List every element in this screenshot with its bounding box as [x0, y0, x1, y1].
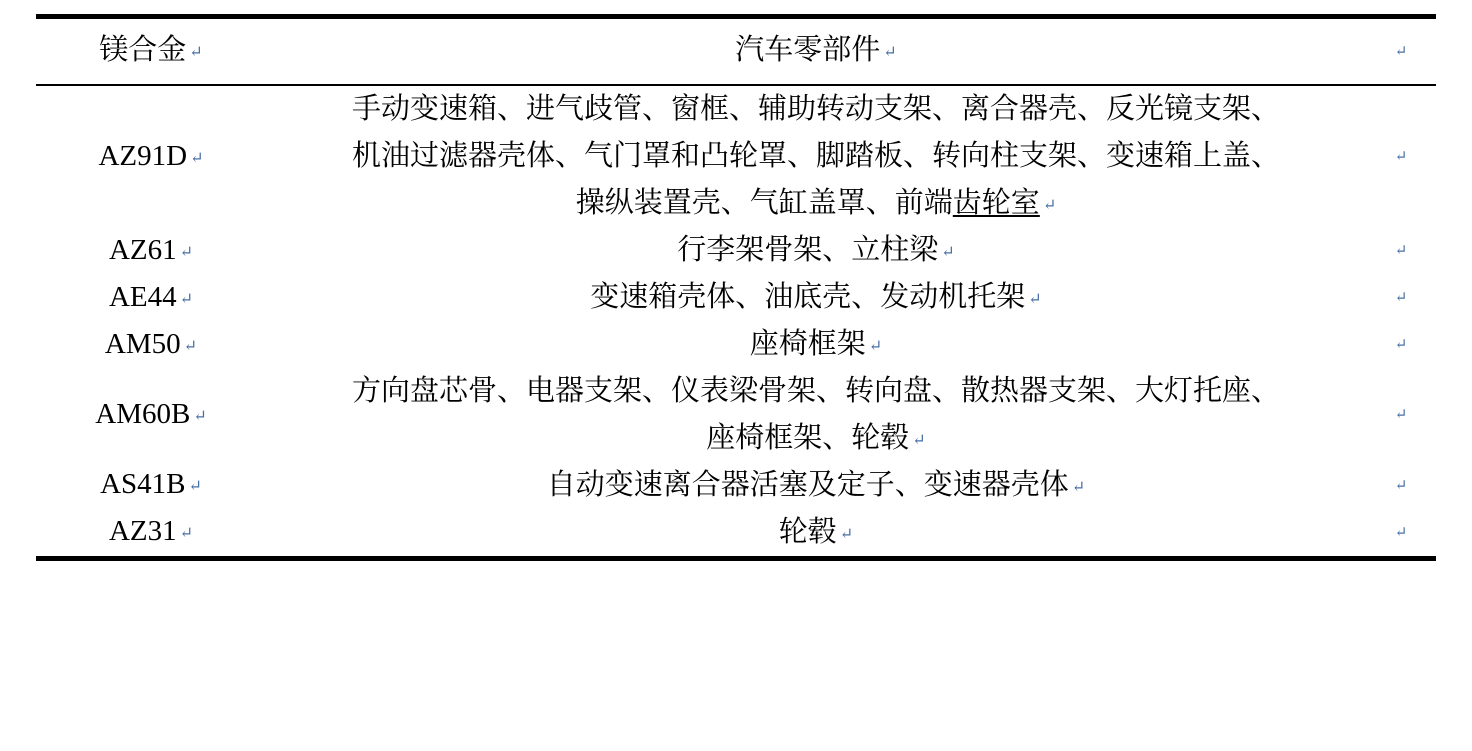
cell-alloy-name	[36, 85, 266, 227]
pilcrow-mark: ↵	[912, 431, 926, 449]
parts-line-text: 轮毂	[778, 515, 837, 548]
table-row	[36, 85, 1436, 227]
parts-line-text: 变速箱壳体、油底壳、发动机托架	[590, 280, 1026, 313]
alloy-label: AS41B	[100, 468, 186, 501]
pilcrow-mark: ↵	[1071, 478, 1086, 496]
parts-line-final	[266, 180, 1366, 227]
parts-line-text: 自动变速离合器活塞及定子、变速器壳体	[546, 468, 1069, 501]
alloy-label: AM60B	[95, 398, 191, 430]
cell-alloy-name	[36, 368, 266, 462]
table-row	[36, 509, 1436, 558]
cell-parts-list	[266, 509, 1366, 558]
table-row	[36, 321, 1436, 368]
parts-line: 机油过滤器壳体、气门罩和凸轮罩、脚踏板、转向柱支架、变速箱上盖、	[351, 139, 1280, 172]
alloy-label: AE44	[108, 280, 177, 313]
row-end-mark: ↵	[1394, 242, 1408, 259]
table-row	[36, 462, 1436, 509]
parts-line	[266, 509, 1366, 556]
cell-alloy-name	[36, 509, 266, 558]
cell-alloy-name	[36, 321, 266, 368]
row-end-mark: ↵	[1394, 148, 1408, 165]
cell-alloy-name	[36, 227, 266, 274]
pilcrow-mark: ↵	[188, 478, 202, 496]
row-end-mark: ↵	[1394, 407, 1408, 424]
pilcrow-mark: ↵	[1028, 290, 1042, 308]
alloy-label: AZ61	[108, 233, 177, 266]
pilcrow-mark: ↵	[183, 337, 198, 355]
parts-line	[266, 321, 1366, 368]
parts-line	[266, 462, 1366, 509]
table-row	[36, 227, 1436, 274]
parts-line-text: 座椅框架	[749, 327, 866, 360]
row-end-mark: ↵	[1366, 509, 1436, 558]
cell-parts-list	[266, 462, 1366, 509]
underlined-term: 齿轮室	[952, 186, 1040, 219]
pilcrow-mark: ↵	[883, 44, 897, 61]
cell-parts-list	[266, 321, 1366, 368]
parts-line: 方向盘芯骨、电器支架、仪表梁骨架、转向盘、散热器支架、大灯托座、	[351, 374, 1280, 407]
parts-line	[266, 227, 1366, 274]
table-header-row	[36, 17, 1436, 85]
pilcrow-mark: ↵	[868, 337, 883, 355]
alloy-label: AM50	[104, 327, 181, 360]
pilcrow-mark: ↵	[179, 290, 194, 308]
cell-parts-list	[266, 227, 1366, 274]
cell-parts-list	[266, 85, 1366, 227]
row-end-mark: ↵	[1394, 289, 1408, 306]
magnesium-alloy-automotive-parts-table	[36, 14, 1436, 561]
table-row	[36, 368, 1436, 462]
parts-line	[266, 274, 1366, 321]
pilcrow-mark: ↵	[189, 43, 203, 61]
header-row-end-mark: ↵	[1366, 17, 1436, 85]
pilcrow-mark: ↵	[1042, 196, 1057, 214]
pilcrow-mark: ↵	[190, 149, 204, 167]
parts-line-text: 座椅框架、轮毂	[706, 421, 910, 454]
parts-line-final	[266, 415, 1366, 462]
row-end-mark: ↵	[1394, 477, 1408, 494]
cell-parts-list	[266, 368, 1366, 462]
cell-parts-list	[266, 274, 1366, 321]
alloy-label: AZ91D	[98, 139, 188, 172]
pilcrow-mark: ↵	[193, 408, 207, 425]
pilcrow-mark: ↵	[941, 243, 955, 261]
parts-line-text: 行李架骨架、立柱梁	[677, 233, 939, 266]
cell-alloy-name	[36, 462, 266, 509]
cell-alloy-name	[36, 274, 266, 321]
pilcrow-mark: ↵	[179, 525, 194, 543]
header-label-alloy: 镁合金	[99, 33, 187, 66]
header-label-parts: 汽车零部件	[735, 34, 881, 66]
row-end-mark: ↵	[1394, 336, 1408, 353]
alloy-label: AZ31	[108, 515, 177, 548]
header-cell-parts	[266, 17, 1366, 85]
table-row	[36, 274, 1436, 321]
pilcrow-mark: ↵	[179, 243, 194, 261]
parts-line: 手动变速箱、进气歧管、窗框、辅助转动支架、离合器壳、反光镜支架、	[351, 92, 1280, 125]
document-page	[0, 14, 1472, 751]
pilcrow-mark: ↵	[839, 525, 854, 543]
header-cell-alloy	[36, 17, 266, 85]
parts-line-text: 操纵装置壳、气缸盖罩、前端	[575, 186, 953, 219]
